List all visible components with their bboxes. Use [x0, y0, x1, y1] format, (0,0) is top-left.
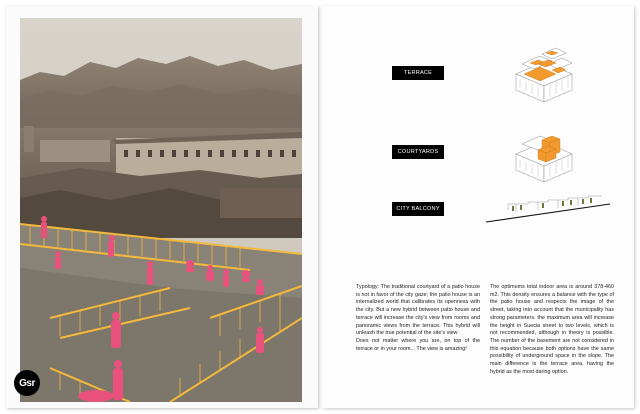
courtyards-label: COURTYARDS — [392, 145, 444, 159]
left-page — [6, 6, 318, 408]
city-balcony-diagram — [482, 190, 614, 226]
area-paragraph: The optimums total indoor area is around 378-460 m2. This density ensures a balance with the type of the patio house and respects the image of the street, taking into account that the municipality has strong parameters. the maximum area will increase the height in Suecia street to two levels, which is not recommended, although in theory is possible. The number of the basement are not considered in this equation because both options have the same possibility of underground space in the slope. The main difference is the terrace area, having the hybrid as the most daring option. — [490, 284, 614, 375]
photo-collage — [20, 18, 302, 402]
typology-paragraph: Typology: The traditional courtyard of a patio house is not in favor of the city gaze; the patio house is an internalized world that calibrates its openness with the city. But a new hybrid between patio house and terrace will increase the city's view from rooms and panoramic views from the terrace. This hybrid will unleash the true potential of the site's view — [356, 284, 480, 337]
area-text — [490, 284, 614, 377]
city-balcony-label: CITY BALCONY — [392, 202, 444, 216]
city-terrace-photo — [20, 18, 302, 402]
typology-text — [356, 284, 480, 353]
terrace-label: TERRACE — [392, 66, 444, 80]
gsr-logo: Gsr — [14, 370, 40, 396]
courtyards-diagram — [508, 122, 578, 184]
terrace-diagram — [508, 44, 578, 106]
view-paragraph: Does not matter where you are, on top of the terrace or in your room... The view is amazing! — [356, 338, 480, 352]
right-page — [322, 6, 634, 408]
